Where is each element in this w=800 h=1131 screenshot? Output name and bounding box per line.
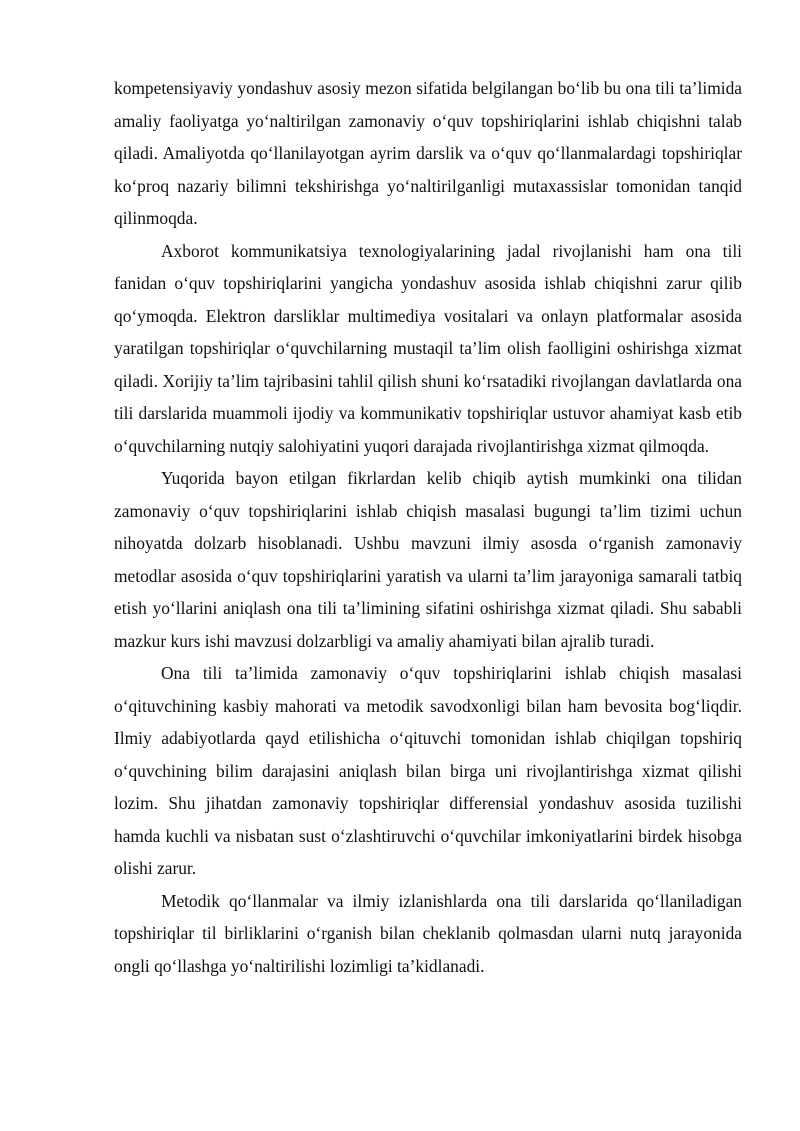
- paragraph-3: Yuqorida bayon etilgan fikrlardan kelib chiqib aytish mumkinki ona tilidan zamonaviy o‘quv topshiriqlarini ishlab chiqish masalasi bugungi ta’lim tizimi uchun nihoyatda dolzarb hisoblanadi. Ushbu mavzuni ilmiy asosda o‘rganish zamonaviy metodlar asosida o‘quv topshiriqlarini yaratish va ularni ta’lim jarayoniga samarali tatbiq etish yo‘llarini aniqlash ona tili ta’limining sifatini oshirishga xizmat qiladi. Shu sababli mazkur kurs ishi mavzusi dolzarbligi va amaliy ahamiyati bilan ajralib turadi.: [114, 468, 742, 651]
- paragraph-4: Ona tili ta’limida zamonaviy o‘quv topshiriqlarini ishlab chiqish masalasi o‘qituvchining kasbiy mahorati va metodik savodxonligi bilan ham bevosita bog‘liqdir. Ilmiy adabiyotlarda qayd etilishicha o‘qituvchi tomonidan ishlab chiqilgan topshiriq o‘quvchining bilim darajasini aniqlash bilan birga uni rivojlantirishga xizmat qilishi lozim. Shu jihatdan zamonaviy topshiriqlar differensial yondashuv asosida tuzilishi hamda kuchli va nisbatan sust o‘zlashtiruvchi o‘quvchilar imkoniyatlarini birdek hisobga olishi zarur.: [114, 663, 742, 878]
- document-page: [114, 72, 742, 982]
- paragraph-2: Axborot kommunikatsiya texnologiyalarining jadal rivojlanishi ham ona tili fanidan o‘quv topshiriqlarini yangicha yondashuv asosida ishlab chiqishni zarur qilib qo‘ymoqda. Elektron darsliklar multimediya vositalari va onlayn platformalar asosida yaratilgan topshiriqlar o‘quvchilarning mustaqil ta’lim olish faolligini oshirishga xizmat qiladi. Xorijiy ta’lim tajribasini tahlil qilish shuni ko‘rsatadiki rivojlangan davlatlarda ona tili darslarida muammoli ijodiy va kommunikativ topshiriqlar ustuvor ahamiyat kasb etib o‘quvchilarning nutqiy salohiyatini yuqori darajada rivojlantirishga xizmat qilmoqda.: [114, 240, 742, 456]
- paragraph-1: kompetensiyaviy yondashuv asosiy mezon sifatida belgilangan bo‘lib bu ona tili ta’limida amaliy faoliyatga yo‘naltirilgan zamonaviy o‘quv topshiriqlarini ishlab chiqishni talab qiladi. Amaliyotda qo‘llanilayotgan ayrim darslik va o‘quv qo‘llanmalardagi topshiriqlar ko‘proq nazariy bilimni tekshirishga yo‘naltirilganligi mutaxassislar tomonidan tanqid qilinmoqda.: [114, 78, 742, 228]
- paragraph-5: Metodik qo‘llanmalar va ilmiy izlanishlarda ona tili darslarida qo‘llaniladigan topshiriqlar til birliklarini o‘rganish bilan cheklanib qolmasdan ularni nutq jarayonida ongli qo‘llashga yo‘naltirilishi lozimligi ta’kidlanadi.: [114, 890, 742, 976]
